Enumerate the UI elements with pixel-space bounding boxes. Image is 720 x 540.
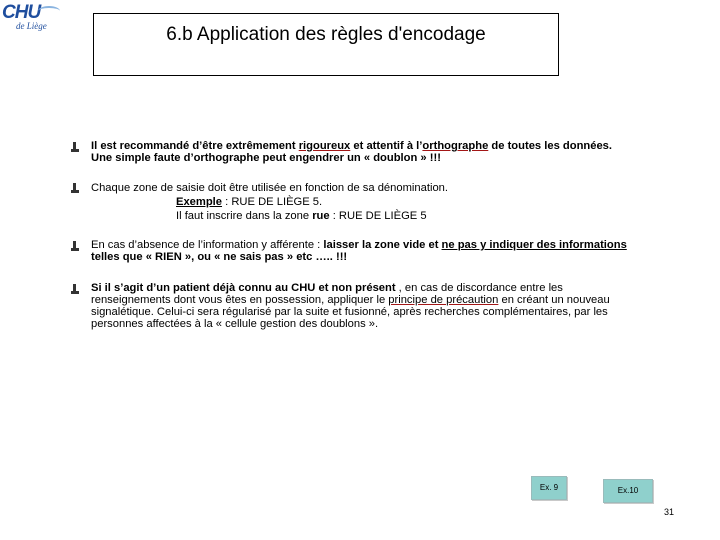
bullet-4-line-2: renseignements dont vous êtes en possession, appliquer le principe de précaution en créant un nouveau [91,294,610,306]
ex-10-button[interactable]: Ex.10 [603,479,653,503]
bullet-patient-connu [70,282,670,330]
bullet-zone-saisie [70,181,670,223]
title-box [93,13,559,76]
bullet-3-line-2: telles que « RIEN », ou « ne sais pas » etc ….. !!! [91,251,348,263]
page-number: 31 [664,507,675,517]
bullet-2-rule: Il faut inscrire dans la zone rue : RUE DE LIÈGE 5 [176,210,427,222]
chu-logo [2,2,64,34]
bullet-4-line-4: personnes affectées à la « cellule gestion des doublons ». [91,318,379,330]
bullet-icon [70,284,80,294]
bullet-2-line-1: Chaque zone de saisie doit être utilisée en fonction de sa dénomination. [91,182,448,194]
bullet-rigueur [70,140,670,164]
logo-text: CHU [2,2,41,23]
bullet-icon [70,241,80,251]
bullet-absence-info [70,239,670,263]
page-title: 6.b Application des règles d'encodage [166,24,486,45]
bullet-1-line-1: Il est recommandé d’être extrêmement rigoureux et attentif à l’orthographe de toutes les données. [91,140,613,152]
bullet-icon [70,183,80,193]
bullet-4-line-3: signalétique. Celui-ci sera régularisé par la suite et fusionné, après recherches complémentaires, par les [91,306,608,318]
bullet-1-line-2: Une simple faute d’orthographe peut engendrer un « doublon » !!! [91,152,441,164]
ex-9-button[interactable]: Ex. 9 [531,476,567,500]
logo-swoosh [38,6,60,16]
bullet-4-line-1: Si il s’agit d’un patient déjà connu au CHU et non présent , en cas de discordance entre les [91,282,563,294]
bullet-2-example: Exemple : RUE DE LIÈGE 5. [176,196,323,208]
bullet-icon [70,142,80,152]
bullet-3-line-1: En cas d’absence de l’information y afférente : laisser la zone vide et ne pas y indiquer des informations [91,239,627,251]
logo-subtext: de Liège [16,21,47,31]
